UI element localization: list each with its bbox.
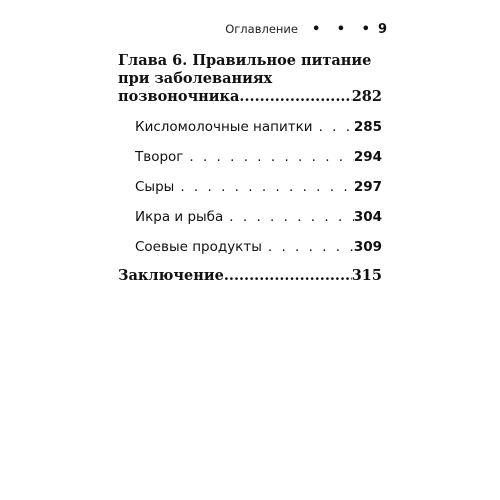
chapter-page-number: 282 xyxy=(351,88,382,105)
toc-entry-page: 304 xyxy=(353,209,382,225)
chapter-title-line-1: Глава 6. Правильное питание xyxy=(118,52,372,69)
toc-entry-page: 294 xyxy=(353,149,382,165)
dot-leader xyxy=(223,208,354,226)
toc-entry-label: Икра и рыба xyxy=(135,209,224,225)
toc-entry-label: Соевые продукты xyxy=(135,239,262,255)
toc-entry-page: 309 xyxy=(353,239,382,255)
toc-entry-label: Сыры xyxy=(135,179,175,195)
toc-entry xyxy=(135,238,382,256)
chapter-title-line-2: при заболеваниях xyxy=(118,70,273,87)
toc-entry xyxy=(135,178,382,196)
toc-conclusion-entry xyxy=(118,267,382,285)
toc-entry-page: 285 xyxy=(353,119,382,135)
chapter-title-line-3: позвоночника xyxy=(118,88,240,105)
dot-leader xyxy=(183,148,353,166)
dot-leader xyxy=(224,267,352,285)
toc-entry xyxy=(135,148,382,166)
page-number: 9 xyxy=(377,22,387,37)
dot-leader xyxy=(262,238,354,256)
dot-leader xyxy=(313,118,354,136)
dot-leader xyxy=(239,88,351,106)
running-head xyxy=(225,22,387,37)
dot-leader xyxy=(174,178,353,196)
table-of-contents xyxy=(118,52,382,285)
conclusion-label: Заключение xyxy=(118,267,224,284)
toc-entry-page: 297 xyxy=(353,179,382,195)
running-head-dots: • • • xyxy=(311,22,376,37)
toc-entry xyxy=(135,118,382,136)
toc-entry-label: Кисломолочные напитки xyxy=(135,119,313,135)
running-head-title: Оглавление xyxy=(225,22,298,36)
toc-entry xyxy=(135,208,382,226)
conclusion-page-number: 315 xyxy=(351,267,382,284)
toc-chapter-entry xyxy=(118,52,382,106)
toc-entry-label: Творог xyxy=(135,149,184,165)
chapter-title-line-3-row xyxy=(118,88,382,106)
